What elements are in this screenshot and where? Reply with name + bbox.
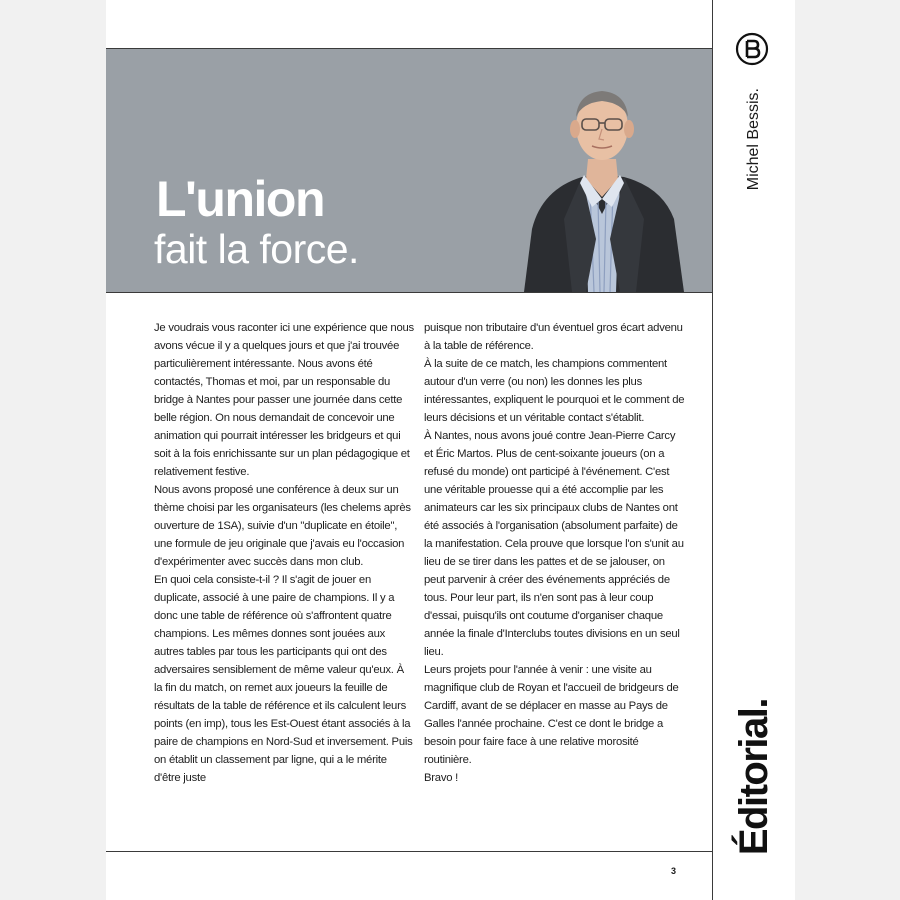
section-sidebar [712, 0, 795, 900]
banner-divider [106, 292, 712, 293]
magazine-page [106, 0, 712, 900]
header-banner [106, 49, 712, 292]
article-column-left [154, 319, 414, 787]
paragraph: puisque non tributaire d'un éventuel gros écart advenu à la table de référence. [424, 322, 683, 352]
headline-line-2: fait la force. [154, 226, 359, 272]
author-name: Michel Bessis. [745, 87, 762, 191]
circled-letter-b-logo [735, 32, 769, 66]
paragraph: À la suite de ce match, les champions commentent autour d'un verre (ou non) les donnes les plus intéressantes, expliquent le pourquoi et le comment de leurs décisions et un véritable contact s'établit. [424, 358, 685, 424]
headline-line-1: L'union [156, 171, 324, 227]
paragraph: Nous avons proposé une conférence à deux sur un thème choisi par les organisateurs (les chelems après ouverture de 1SA), suivie d'un "duplicate en étoile", une formule de jeu originale que j'avais eu l'occasion d'expérimenter avec succès dans mon club. [154, 484, 411, 568]
article-column-right [424, 319, 686, 787]
paragraph: Je voudrais vous raconter ici une expérience que nous avons vécue il y a quelques jours et que j'ai trouvée particulièrement intéressante. Nous avons été contactés, Thomas et moi, par un responsable du bridge à Nantes pour passer une journée dans cette belle région. On nous demandait de concevoir une animation qui pourrait intéresser les bridgeurs et qui soit à la fois enrichissante sur un plan pédagogique et relativement festive. [154, 322, 414, 478]
paragraph: Bravo ! [424, 772, 459, 784]
author-portrait-photo [512, 79, 692, 292]
section-label: Éditorial. [732, 698, 776, 855]
bottom-divider [106, 851, 712, 852]
section-label-wrap [731, 655, 777, 855]
paragraph: En quoi cela consiste-t-il ? Il s'agit de jouer en duplicate, associé à une paire de champions. Il y a donc une table de référence où s'affrontent quatre champions. Les mêmes donnes sont jouées aux autres tables par tous les participants qui ont des adversaires sensiblement de même valeur qu'eux. À la fin du match, on remet aux joueurs la feuille de résultats de la table de référence et ils calculent leurs points (en imp), tous les Est-Ouest étant associés à la paire de champions en Nord-Sud et inversement. Puis on établit un classement par ligne, qui a le mérite d'être juste [154, 574, 413, 784]
paragraph: À Nantes, nous avons joué contre Jean-Pierre Carcy et Éric Martos. Plus de cent-soixante joueurs (on a refusé du monde) ont participé à l'événement. C'est une véritable prouesse qui a été accomplie par les animateurs car les six principaux clubs de Nantes ont été associés à l'organisation (absolument parfaite) de la manifestation. Cela prouve que lorsque l'on s'unit au lieu de se tirer dans les pattes et de se jalouser, on peut parvenir à créer des événements appréciés de tous. Pour leur part, ils n'en sont pas à leur coup d'essai, puisqu'ils ont coutume d'organiser chaque année la finale d'Interclubs toutes divisions en un seul lieu. [424, 430, 684, 658]
page-number: 3 [671, 866, 677, 876]
author-name-wrap [743, 74, 765, 204]
paragraph: Leurs projets pour l'année à venir : une visite au magnifique club de Royan et l'accueil de bridgeurs de Cardiff, avant de se déplacer en masse au Pays de Galles l'année prochaine. C'est ce dont le bridge a besoin pour faire face à une relative morosité routinière. [424, 664, 679, 766]
